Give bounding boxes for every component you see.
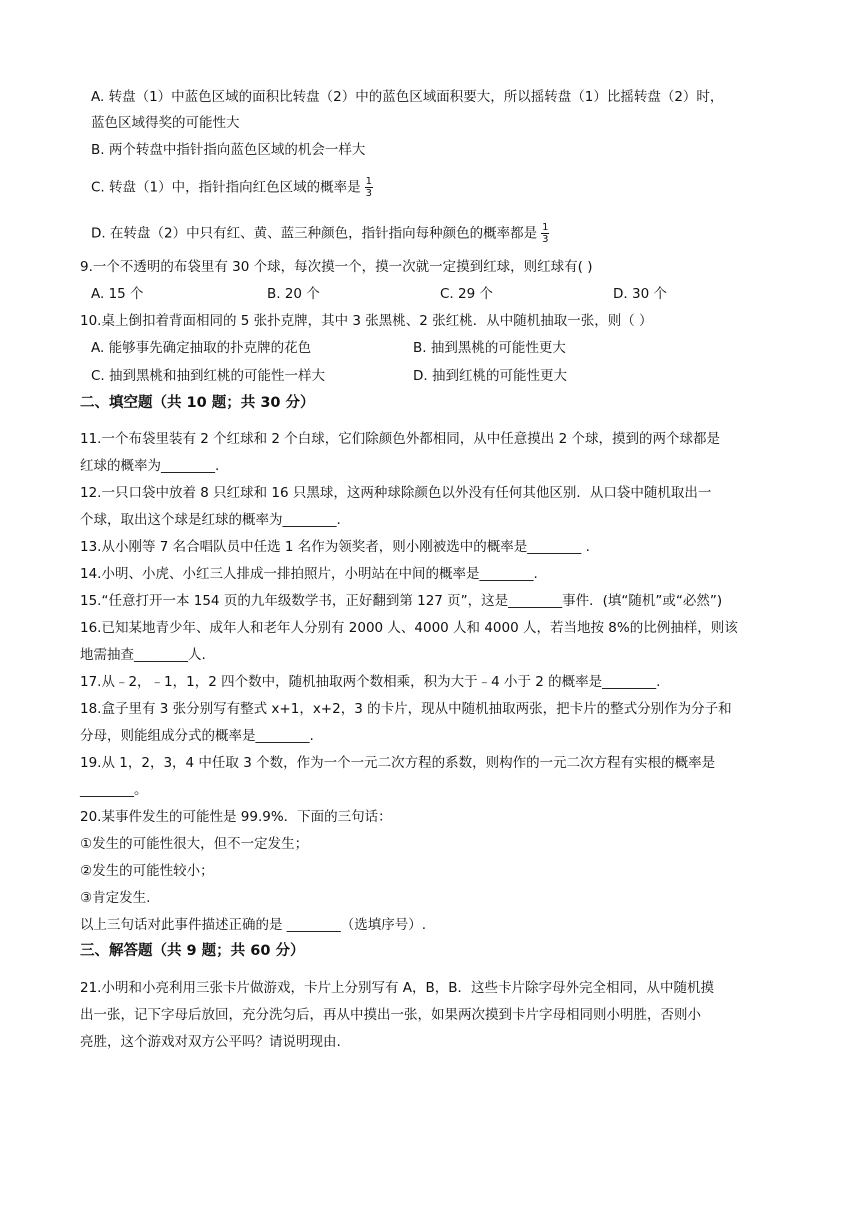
q12-line2: 个球，取出这个球是红球的概率为________. xyxy=(80,512,341,528)
q20-stem: 20.某事件发生的可能性是 99.9%．下面的三句话： xyxy=(80,809,392,825)
q18-line1: 18.盒子里有 3 张分别写有整式 x+1，x+2，3 的卡片，现从中随机抽取两张，把卡片的整式分别作为分子和 xyxy=(80,701,732,717)
q11-line2: 红球的概率为________. xyxy=(80,458,220,474)
section-3-title: 三、解答题（共 9 题；共 60 分） xyxy=(80,943,305,959)
q21-line1: 21.小明和小亮利用三张卡片做游戏，卡片上分别写有 A，B，B．这些卡片除字母外完全相同，从中随机摸 xyxy=(80,980,715,996)
q9-option-d: D. 30 个 xyxy=(613,286,667,302)
q10-option-d: D. 抽到红桃的可能性更大 xyxy=(413,368,567,384)
q10-option-a: A. 能够事先确定抽取的扑克牌的花色 xyxy=(91,340,312,356)
q13: 13.从小刚等 7 名合唱队员中任选 1 名作为领奖者，则小刚被选中的概率是________ . xyxy=(80,539,590,555)
q8-option-c-fraction xyxy=(365,176,373,199)
q9-option-c: C. 29 个 xyxy=(440,286,493,302)
fraction-denominator: 3 xyxy=(542,234,549,245)
q15: 15.“任意打开一本 154 页的九年级数学书，正好翻到第 127 页”，这是________事件．(填“随机”或“必然”) xyxy=(80,593,723,609)
q8-option-c-text: C. 转盘（1）中，指针指向红色区域的概率是 xyxy=(91,179,361,196)
q19-line2: ________。 xyxy=(80,782,148,798)
q11-line1: 11.一个布袋里装有 2 个红球和 2 个白球，它们除颜色外都相同，从中任意摸出 2 个球，摸到的两个球都是 xyxy=(80,431,720,447)
q10-stem: 10.桌上倒扣着背面相同的 5 张扑克牌，其中 3 张黑桃、2 张红桃．从中随机抽取一张，则（ ） xyxy=(80,313,653,329)
q14: 14.小明、小虎、小红三人排成一排拍照片，小明站在中间的概率是________. xyxy=(80,566,538,582)
q12-line1: 12.一只口袋中放着 8 只红球和 16 只黑球，这两种球除颜色以外没有任何其他区别．从口袋中随机取出一 xyxy=(80,485,712,501)
q8-option-a-line1: A. 转盘（1）中蓝色区域的面积比转盘（2）中的蓝色区域面积要大，所以摇转盘（1）比摇转盘（2）时， xyxy=(91,89,724,105)
q8-option-b: B. 两个转盘中指针指向蓝色区域的机会一样大 xyxy=(91,142,366,158)
q9-option-a: A. 15 个 xyxy=(91,286,144,302)
q9-stem: 9.一个不透明的布袋里有 30 个球，每次摸一个，摸一次就一定摸到红球，则红球有( ) xyxy=(80,259,593,275)
q10-option-b: B. 抽到黑桃的可能性更大 xyxy=(413,340,566,356)
section-2-title: 二、填空题（共 10 题；共 30 分） xyxy=(80,395,315,411)
q8-option-d-text: D. 在转盘（2）中只有红、黄、蓝三种颜色，指针指向每种颜色的概率都是 xyxy=(91,225,538,242)
q8-option-a-line2: 蓝色区域得奖的可能性大 xyxy=(91,115,240,131)
q9-option-b: B. 20 个 xyxy=(267,286,320,302)
q20-statement-1: ①发生的可能性很大，但不一定发生； xyxy=(80,836,309,852)
q21-line2: 出一张，记下字母后放回，充分洗匀后，再从中摸出一张，如果两次摸到卡片字母相同则小明胜，否则小 xyxy=(80,1007,701,1023)
q8-option-d-fraction xyxy=(541,222,549,245)
q20-statement-3: ③肯定发生. xyxy=(80,890,151,906)
q8-option-c xyxy=(91,176,373,199)
q18-line2: 分母，则能组成分式的概率是________. xyxy=(80,728,314,744)
q10-option-c: C. 抽到黑桃和抽到红桃的可能性一样大 xyxy=(91,368,326,384)
q19-line1: 19.从 1，2，3，4 中任取 3 个数，作为一个一元二次方程的系数，则构作的一元二次方程有实根的概率是 xyxy=(80,755,716,771)
q8-option-d xyxy=(91,222,549,245)
q16-line2: 地需抽查________人. xyxy=(80,647,206,663)
q16-line1: 16.已知某地青少年、成年人和老年人分别有 2000 人、4000 人和 4000 人，若当地按 8%的比例抽样，则该 xyxy=(80,620,738,636)
fraction-denominator: 3 xyxy=(365,188,372,199)
q21-line3: 亮胜，这个游戏对双方公平吗？请说明现由. xyxy=(80,1034,341,1050)
fraction-numerator: 1 xyxy=(542,222,549,233)
q20-ask: 以上三句话对此事件描述正确的是 ________（选填序号）. xyxy=(80,917,427,933)
q17: 17.从﹣2，﹣1，1，2 四个数中，随机抽取两个数相乘，积为大于﹣4 小于 2 的概率是________. xyxy=(80,674,661,690)
q20-statement-2: ②发生的可能性较小； xyxy=(80,863,214,879)
fraction-numerator: 1 xyxy=(365,176,372,187)
